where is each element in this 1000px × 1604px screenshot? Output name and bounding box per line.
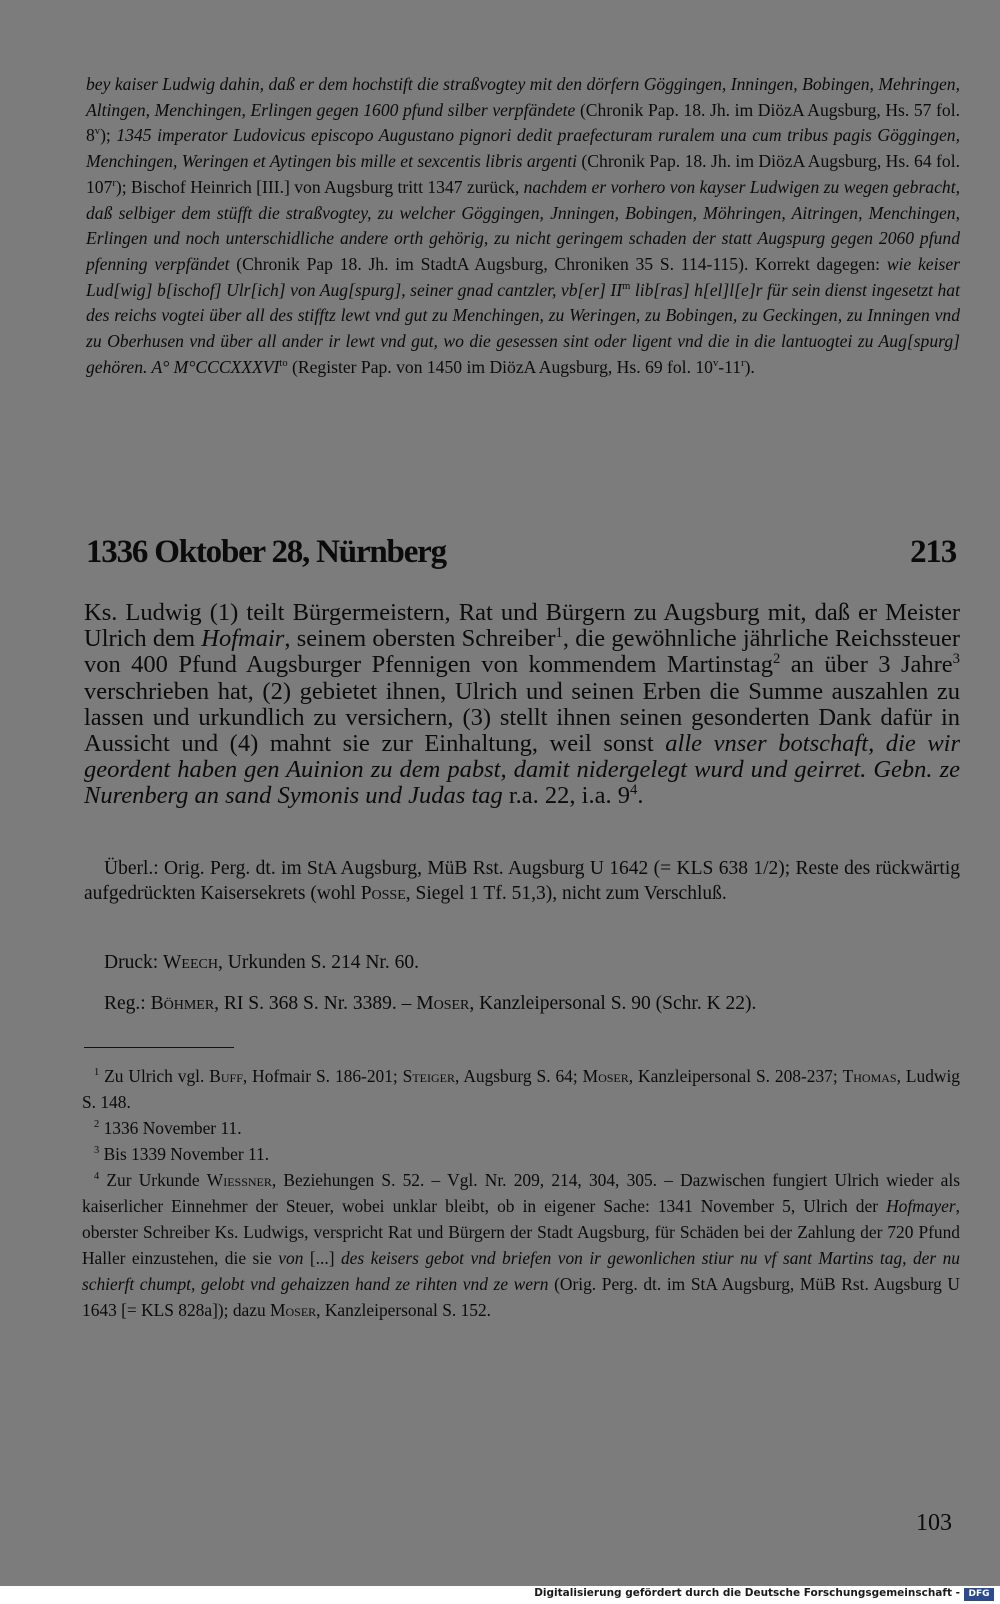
fn-span: Zur Urkunde bbox=[99, 1170, 207, 1190]
document-heading bbox=[86, 534, 960, 578]
previous-footnote-continuation bbox=[86, 72, 960, 380]
footnote-ref: 3 bbox=[952, 651, 960, 668]
fn-span: , Kanzleipersonal S. 152. bbox=[316, 1300, 492, 1320]
meta-span: Überl.: Orig. Perg. dt. im StA Augsburg, MüB Rst. Augsburg U 1642 (= KLS 638 1/2); Reste des rückwärtig aufgedrückten Kaisersekrets (wohl bbox=[84, 858, 960, 904]
meta-span: , Kanzleipersonal S. 90 (Schr. K 22). bbox=[469, 993, 757, 1014]
regest-italic: Hofmair bbox=[201, 625, 285, 653]
dfg-logo: DFG bbox=[964, 1588, 994, 1601]
fn-italic: des keisers gebot vnd briefen von ir gewonlichen stiur nu vf sant Martins tag, der nu schierft chumpt, gelobt vnd gehaizzen hand ze rihten vnd ze wern bbox=[82, 1248, 960, 1294]
footnote-2 bbox=[82, 1115, 960, 1141]
quote-text: 1345 imperator Ludovicus episcopo Augustano pignori dedit praefecturam ruralem una cum tribus pagis Göggingen, Menchingen, Weringen et Aytingen bis mille et sexcentis libris argenti bbox=[86, 125, 960, 172]
superscript: v bbox=[712, 357, 719, 369]
author-name: Wiessner bbox=[206, 1170, 272, 1190]
fn-span: , Kanzleipersonal S. 208-237; bbox=[628, 1066, 843, 1086]
document-date-place: 1336 Oktober 28, Nürnberg bbox=[86, 534, 446, 570]
digitization-footer bbox=[0, 1586, 1000, 1604]
quote-text: wie keiser Lud[wig] b[ischof] Ulr[ich] von Aug[spurg], seiner gnad cantzler, vb[er] II bbox=[86, 253, 960, 300]
citation-text: -11 bbox=[718, 356, 742, 377]
meta-span: Reg.: bbox=[104, 993, 151, 1014]
footnote-4 bbox=[82, 1167, 960, 1323]
author-name: Buff bbox=[209, 1066, 243, 1086]
meta-span: , RI S. 368 S. Nr. 3389. – bbox=[214, 993, 417, 1014]
fn-span: (Orig. Perg. dt. im StA Augsburg, MüB Rst. Augsburg U 1643 [= KLS 828a]); dazu bbox=[82, 1274, 960, 1320]
document-number: 213 bbox=[910, 534, 956, 570]
regest-span: , seinem obersten Schreiber bbox=[284, 625, 556, 653]
footnote-ref: 2 bbox=[773, 651, 781, 668]
author-name: Thomas bbox=[842, 1066, 897, 1086]
fn-span: [...] bbox=[303, 1248, 341, 1268]
footnote-3 bbox=[82, 1141, 960, 1167]
regest-span: Ks. Ludwig (1) teilt Bürgermeistern, Rat und Bürgern zu Augsburg mit, daß er Meister Ulrich dem bbox=[84, 599, 960, 653]
fn-span: , oberster Schreiber Ks. Ludwigs, verspricht Rat und Bürgern der Stadt Augsburg, für Schäden bei der Zahlung der 720 Pfund Haller einzustehen, die sie bbox=[82, 1196, 960, 1268]
regest-span: r.a. 22, i.a. 9 bbox=[502, 782, 630, 810]
citation-text: (Register Pap. von 1450 im DiözA Augsburg, Hs. 69 fol. 10 bbox=[287, 356, 713, 377]
footer-credit-text: Digitalisierung gefördert durch die Deutsche Forschungsgemeinschaft - bbox=[534, 1587, 960, 1599]
superscript: m bbox=[622, 280, 631, 292]
tradition-note bbox=[84, 856, 960, 906]
citation-text: (Chronik Pap. 18. Jh. im DiözA Augsburg, Hs. 64 fol. 107 bbox=[86, 151, 960, 197]
citation-text: ); bbox=[100, 125, 117, 146]
regest-span: , die gewöhnliche jährliche Reichssteuer von 400 Pfund Augsburger Pfennigen von kommendem Martinstag bbox=[84, 625, 960, 679]
superscript: v bbox=[94, 126, 101, 138]
superscript: to bbox=[279, 357, 288, 369]
page-number: 103 bbox=[916, 1510, 952, 1536]
fn-span: , Augsburg S. 64; bbox=[455, 1066, 583, 1086]
footnote-mark: 3 bbox=[94, 1145, 100, 1157]
footnote-mark: 1 bbox=[94, 1067, 100, 1079]
quote-text: lib[ras] h[el]l[e]r für sein dienst ingesetzt hat des reichs vogtei über all des stifftz lewt vnd gut zu Menchingen, zu Weringen, zu Bobingen, zu Geckingen, zu Inningen vnd zu Oberhusen vnd über all ander ir lewt vnd gut, wo die gesessen sint oder ligent vnd die in die lantuogtei zu Aug[spurg] gehören. A° M°CCCXXXVI bbox=[86, 279, 960, 377]
footnote-1 bbox=[82, 1063, 960, 1115]
superscript: r bbox=[741, 357, 745, 369]
author-name: Moser bbox=[270, 1300, 317, 1320]
print-note bbox=[84, 950, 960, 975]
fn-italic: Hofmayer bbox=[886, 1196, 956, 1216]
footnote-ref: 4 bbox=[630, 782, 638, 799]
regest-reference-note bbox=[84, 991, 960, 1016]
fn-span: , Ludwig S. 148. bbox=[82, 1066, 960, 1112]
regest-span: verschrieben hat, (2) gebietet ihnen, Ulrich und seinen Erben die Summe auszahlen zu lassen und urkundlich zu versichern, (3) stellt ihnen seinen gesonderten Dank dafür in Aussicht und (4) mahnt sie zur Einhaltung, weil sonst bbox=[84, 677, 960, 758]
citation-text: ); Bischof Heinrich [III.] von Augsburg tritt 1347 zurück, bbox=[115, 176, 524, 197]
meta-span: , Urkunden S. 214 Nr. 60. bbox=[218, 952, 419, 973]
author-name: Steiger bbox=[402, 1066, 455, 1086]
citation-text: ). bbox=[744, 356, 755, 377]
fn-span: Bis 1339 November 11. bbox=[99, 1144, 270, 1164]
author-name: Posse bbox=[360, 883, 406, 904]
author-name: Böhmer bbox=[150, 993, 215, 1014]
meta-span: Druck: bbox=[104, 952, 164, 973]
fn-span: Zu Ulrich vgl. bbox=[99, 1066, 210, 1086]
fn-span: , Beziehungen S. 52. – Vgl. Nr. 209, 214, 304, 305. – Dazwischen fungiert Ulrich wieder als kaiserlicher Einnehmer der Steuer, wobei unklar bleibt, ob in eigener Sache: 1341 November 5, Ulrich der bbox=[82, 1170, 960, 1216]
author-name: Moser bbox=[416, 993, 470, 1014]
fn-italic: von bbox=[278, 1248, 304, 1268]
author-name: Weech bbox=[163, 952, 218, 973]
footnote-separator bbox=[84, 1047, 234, 1048]
quote-text: nachdem er vorhero von kayser Ludwigen zu wegen gebracht, daß selbiger dem stüfft die straßvogtey, zu welcher Göggingen, Jnningen, Bobingen, Möhringen, Aitringen, Menchingen, Erlingen und noch unterschidliche andere orth gehörig, zu nicht geringem schaden der statt Augspurg gegen 2060 pfund pfenning verpfändet bbox=[86, 176, 961, 274]
quote-text: bey kaiser Ludwig dahin, daß er dem hochstift die straßvogtey mit den dörfern Göggingen, Inningen, Bobingen, Mehringen, Altingen, Menchingen, Erlingen gegen 1600 pfund silber verpfändete bbox=[86, 74, 960, 120]
citation-text: (Chronik Pap. 18. Jh. im DiözA Augsburg, Hs. 57 fol. 8 bbox=[86, 99, 960, 146]
regest-span: . bbox=[637, 782, 644, 810]
author-name: Moser bbox=[582, 1066, 629, 1086]
footnote-mark: 2 bbox=[94, 1119, 100, 1131]
fn-span: 1336 November 11. bbox=[99, 1118, 242, 1138]
regest-italic: alle vnser botschaft, die wir geordent haben gen Auinion zu dem pabst, damit nidergelegt wurd und geirret. Gebn. ze Nurenberg an sand Symonis und Judas tag bbox=[84, 730, 961, 810]
footnote-mark: 4 bbox=[94, 1171, 100, 1183]
regest-span: an über 3 Jahre bbox=[780, 651, 953, 679]
footnote-ref: 1 bbox=[555, 625, 563, 642]
regest-text bbox=[84, 600, 960, 810]
footnotes bbox=[82, 1063, 960, 1323]
fn-span: , Hofmair S. 186-201; bbox=[242, 1066, 403, 1086]
meta-span: , Siegel 1 Tf. 51,3), nicht zum Verschluß. bbox=[405, 883, 727, 904]
superscript: r bbox=[112, 177, 116, 189]
citation-text: (Chronik Pap 18. Jh. im StadtA Augsburg, Chroniken 35 S. 114-115). Korrekt dagegen: bbox=[229, 253, 887, 274]
